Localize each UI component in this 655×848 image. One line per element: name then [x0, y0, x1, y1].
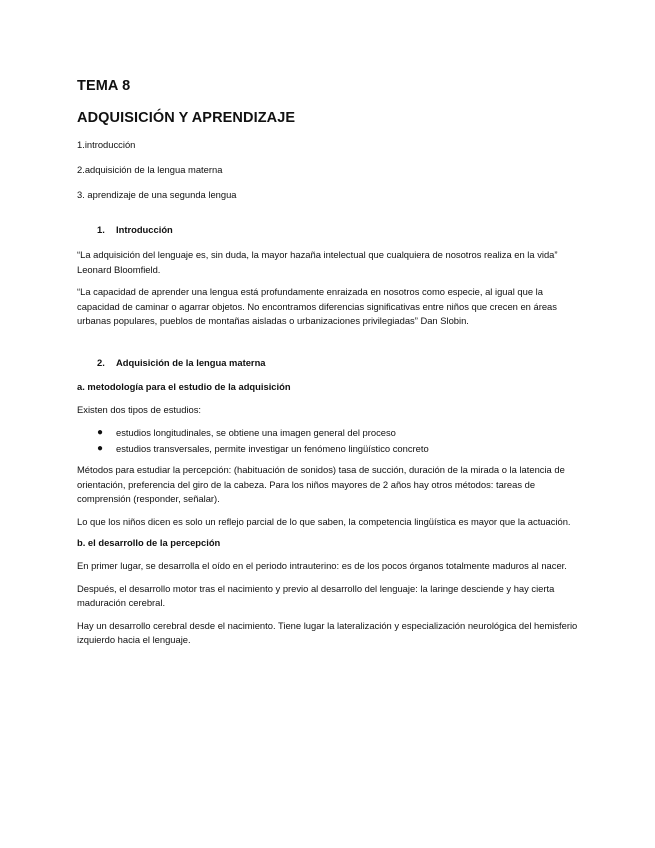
subsection-a-heading: a. metodología para el estudio de la adquisición — [77, 380, 291, 392]
quote-bloomfield: “La adquisición del lenguaje es, sin duda, la mayor hazaña intelectual que cualquiera de nosotros realiza en la vida” Leonard Bloomfield. — [77, 249, 558, 275]
quote-slobin: “La capacidad de aprender una lengua está profundamente enraizada en nosotros como especie, al igual que la capacidad de caminar o agarrar objetos. No encontramos diferencias significativas entre niños que crecen en áreas urbanas populares, pueblos de montañas aisladas o urbanizaciones privilegiadas” Dan Slobin. — [77, 286, 557, 326]
list-item: ● estudios transversales, permite investigar un fenómeno lingüístico concreto — [77, 441, 582, 457]
bullet-icon: ● — [97, 427, 104, 438]
subsection-b-heading: b. el desarrollo de la percepción — [77, 537, 221, 548]
paragraph: En primer lugar, se desarrolla el oído en el periodo intrauterino: es de los pocos órganos totalmente maduros al nacer. — [77, 560, 567, 571]
study-types-list — [77, 425, 582, 456]
bullet-icon: ● — [97, 442, 104, 454]
toc-item: 1.introducción — [77, 139, 136, 150]
document-subtitle: ADQUISICIÓN Y APRENDIZAJE — [77, 110, 296, 126]
paragraph: Hay un desarrollo cerebral desde el nacimiento. Tiene lugar la lateralización y especialización neurológica del hemisferio izquierdo hacia el lenguaje. — [77, 619, 578, 645]
paragraph: Métodos para estudiar la percepción: (habituación de sonidos) tasa de succión, duración de la mirada o la latencia de orientación, preferencia del giro de la cabeza. Para los niños mayores de 2 años hay otros métodos: tareas de comprensión (responder, señalar). — [77, 464, 565, 504]
section-number: 1. — [97, 224, 105, 235]
paragraph: Existen dos tipos de estudios: — [77, 403, 202, 415]
toc-item: 2.adquisición de la lengua materna — [77, 164, 223, 175]
section-title: Adquisición de la lengua materna — [116, 356, 266, 368]
toc-item: 3. aprendizaje de una segunda lengua — [77, 189, 237, 200]
section-2-heading — [77, 357, 582, 369]
section-number: 2. — [97, 356, 105, 368]
paragraph: Después, el desarrollo motor tras el nacimiento y previo al desarrollo del lenguaje: la laringe desciende y hay cierta maduración cerebral. — [77, 582, 555, 608]
table-of-contents — [77, 139, 582, 201]
section-1-heading — [77, 224, 582, 236]
list-item: ● estudios longitudinales, se obtiene una imagen general del proceso — [77, 425, 582, 441]
document-body — [77, 78, 582, 656]
paragraph: Lo que los niños dicen es solo un reflejo parcial de lo que saben, la competencia lingüística es mayor que la actuación. — [77, 515, 571, 527]
document-title: TEMA 8 — [77, 78, 131, 94]
section-title: Introducción — [116, 224, 173, 235]
